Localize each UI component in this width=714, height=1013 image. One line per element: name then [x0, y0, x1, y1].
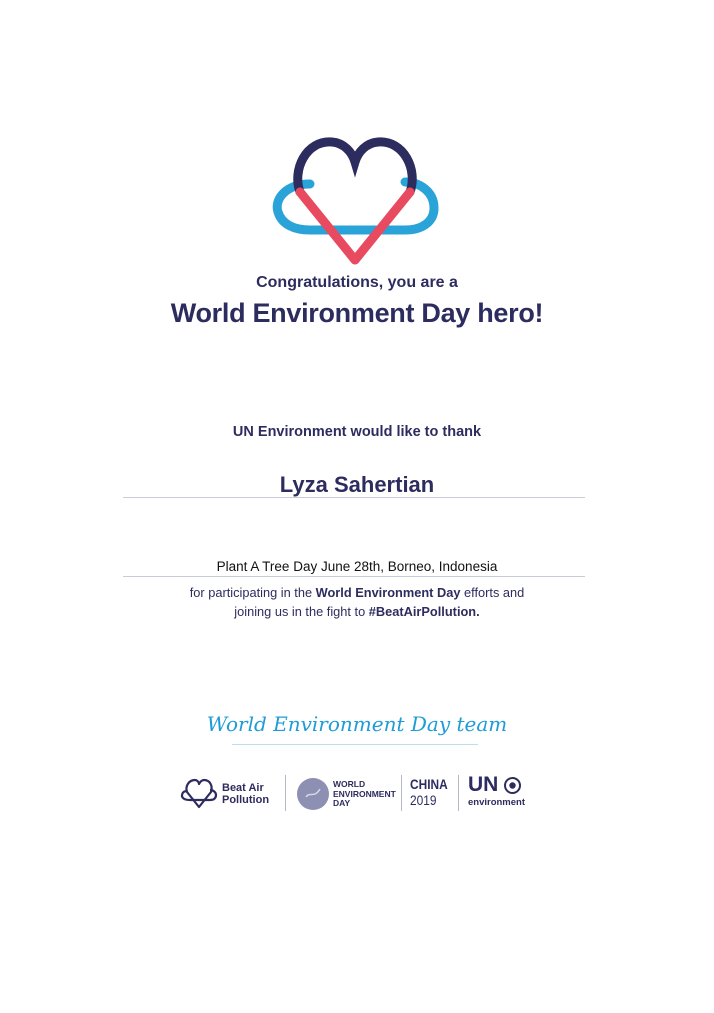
- participation-prefix: for participating in the: [189, 585, 316, 600]
- footer-divider: [285, 775, 286, 811]
- wed-label: [333, 780, 396, 809]
- heart-cloud-logo-icon: [270, 132, 440, 267]
- china-2019-label: [410, 776, 448, 808]
- participation-bold: World Environment Day: [315, 585, 461, 600]
- hero-title: World Environment Day hero!: [170, 298, 544, 328]
- footer-divider: [458, 775, 459, 811]
- china-text: CHINA: [410, 776, 448, 792]
- recipient-name: Lyza Sahertian: [279, 472, 435, 497]
- wed-line3: DAY: [333, 798, 351, 808]
- signature: World Environment Day team: [206, 712, 508, 736]
- footer-divider: [401, 775, 402, 811]
- signature-underline: [232, 744, 478, 745]
- environment-text: environment: [468, 797, 526, 808]
- footer-logos: [180, 772, 540, 814]
- participation-hashtag: #BeatAirPollution.: [368, 604, 480, 619]
- thank-line: UN Environment would like to thank: [232, 424, 482, 440]
- participation-suffix: efforts and: [460, 585, 525, 600]
- participation-text: [0, 583, 714, 621]
- heart-small-icon: [180, 778, 218, 810]
- wed-globe-icon: [296, 777, 330, 811]
- event-underline: [123, 576, 585, 577]
- beat-air-pollution-label: [222, 782, 269, 806]
- name-underline: [123, 497, 585, 498]
- beat-air-line2: Pollution: [222, 794, 270, 806]
- congrats-line: Congratulations, you are a: [256, 274, 458, 291]
- beat-air-line1: Beat Air: [222, 782, 264, 794]
- participation-line2-prefix: joining us in the fight to: [234, 604, 369, 619]
- year-text: 2019: [410, 792, 437, 808]
- un-emblem-icon: [504, 777, 521, 794]
- event-description: Plant A Tree Day June 28th, Borneo, Indonesia: [216, 559, 498, 574]
- wed-line1: WORLD: [333, 779, 366, 789]
- un-text: UN: [468, 773, 499, 796]
- wed-line2: ENVIRONMENT: [333, 788, 396, 799]
